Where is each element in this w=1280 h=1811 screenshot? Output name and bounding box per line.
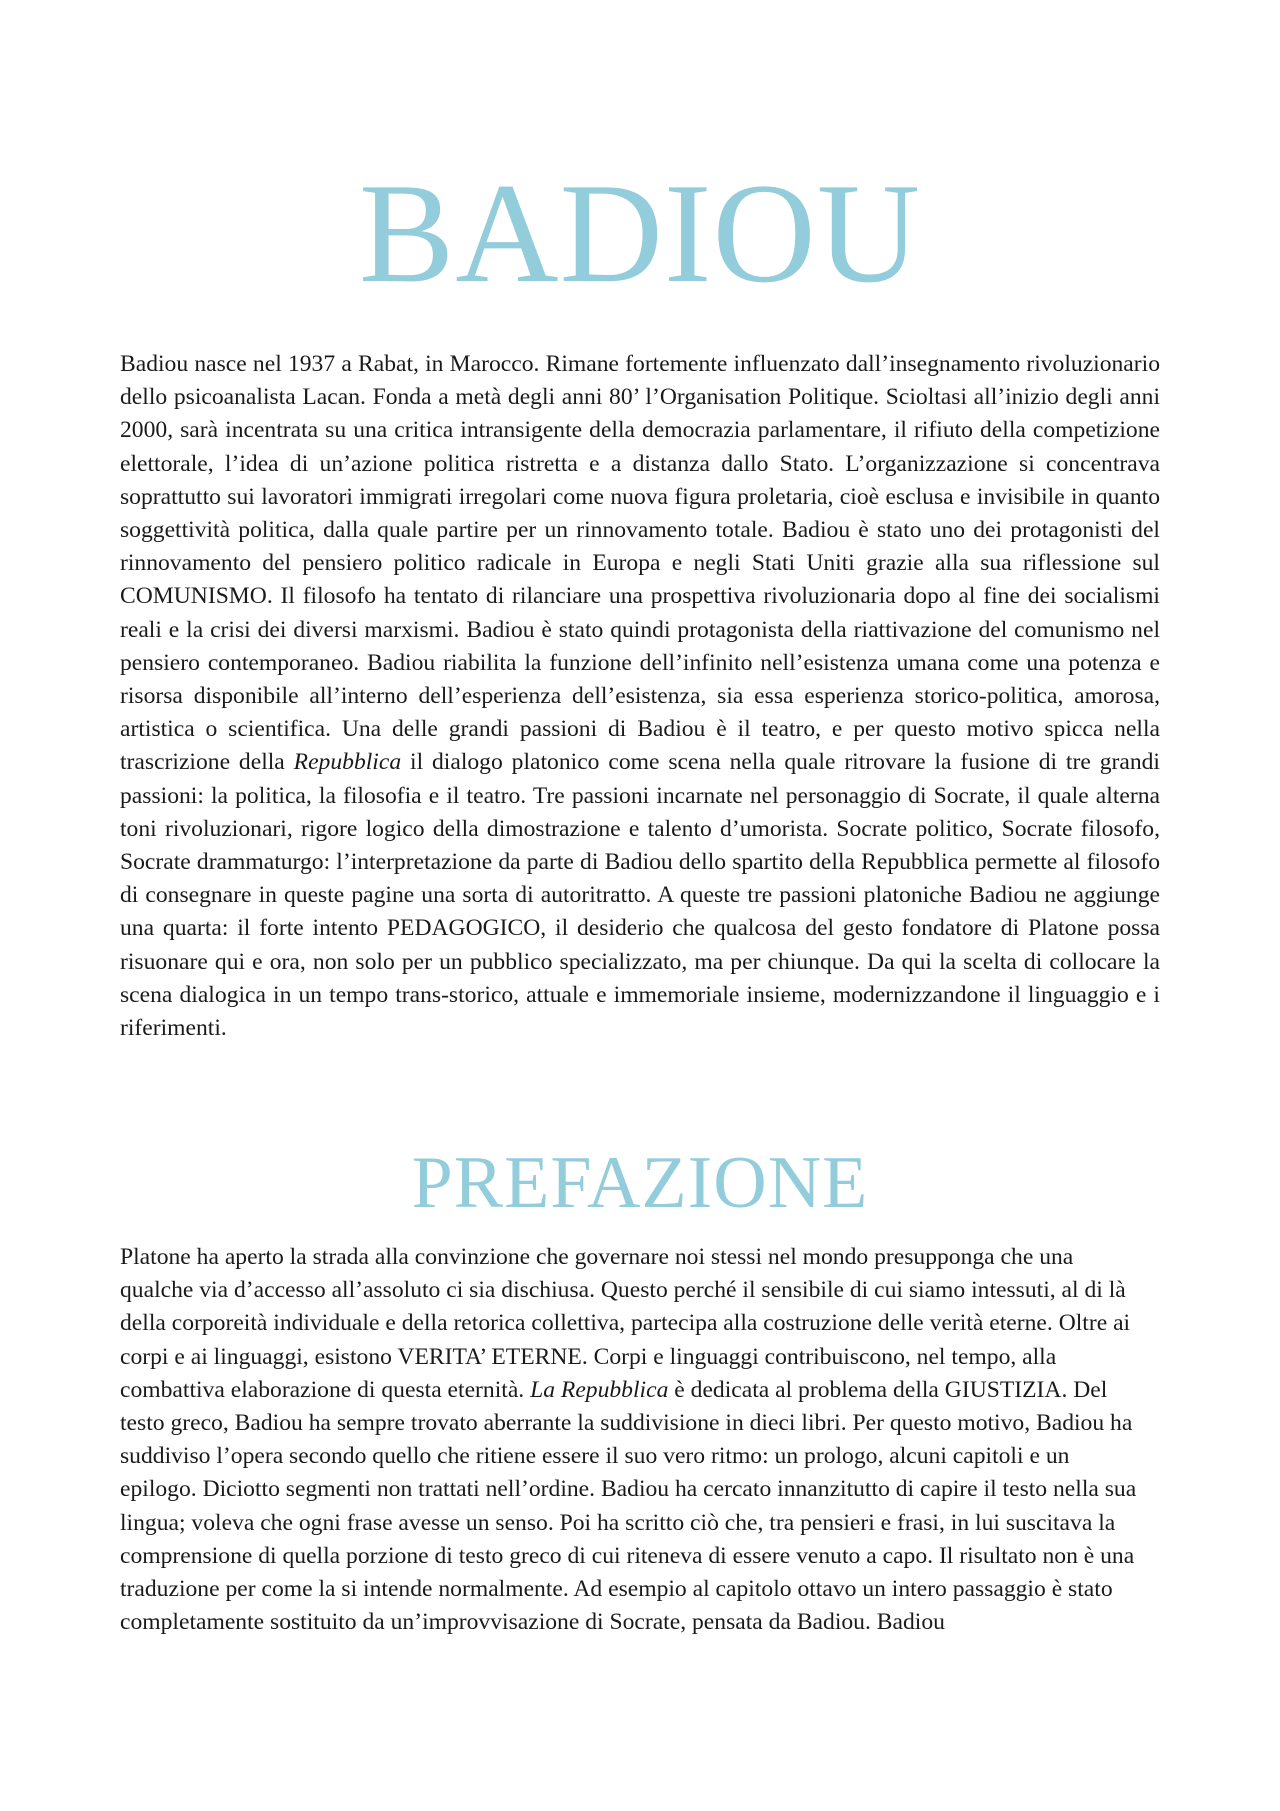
- paragraph-text: Badiou nasce nel 1937 a Rabat, in Marocco. Rimane fortemente influenzato dall’insegnamento rivoluzionario dello psicoanalista Lacan. Fonda a metà degli anni 80’ l’Organisation Politique. Scioltasi all’inizio degli anni 2000, sarà incentrata su una critica intransigente della democrazia parlamentare, il rifiuto della competizione elettorale, l’idea di un’azione politica ristretta e a distanza dallo Stato. L’organizzazione si concentrava soprattutto sui lavoratori immigrati irregolari come nuova figura proletaria, cioè esclusa e invisibile in quanto soggettività politica, dalla quale partire per un rinnovamento totale. Badiou è stato uno dei protagonisti del rinnovamento del pensiero politico radicale in Europa e negli Stati Uniti grazie alla sua riflessione sul COMUNISMO. Il filosofo ha tentato di rilanciare una prospettiva rivoluzionaria dopo al fine dei socialismi reali e la crisi dei diversi marxismi. Badiou è stato quindi protagonista della riattivazione del comunismo nel pensiero contemporaneo. Badiou riabilita la funzione dell’infinito nell’esistenza umana come una potenza e risorsa disponibile all’interno dell’esperienza dell’esistenza, sia essa esperienza storico-politica, amorosa, artistica o scientifica. Una delle grandi passioni di Badiou è il teatro, e per questo motivo spicca nella trascrizione della: [120, 351, 1160, 776]
- biography-paragraph: [120, 348, 1160, 1045]
- italic-work-title: La Repubblica: [530, 1376, 669, 1403]
- paragraph-text: è dedicata al problema della GIUSTIZIA. Del testo greco, Badiou ha sempre trovato aberrante la suddivisione in dieci libri. Per questo motivo, Badiou ha suddiviso l’opera secondo quello che ritiene essere il suo vero ritmo: un prologo, alcuni capitoli e un epilogo. Diciotto segmenti non trattati nell’ordine. Badiou ha cercato innanzitutto di capire il testo nella sua lingua; voleva che ogni frase avesse un senso. Poi ha scritto ciò che, tra pensieri e frasi, in lui suscitava la comprensione di quella porzione di testo greco di cui riteneva di essere venuto a capo. Il risultato non è una traduzione per come la si intende normalmente. Ad esempio al capitolo ottavo un intero passaggio è stato completamente sostituito da un’improvvisazione di Socrate, pensata da Badiou. Badiou: [120, 1376, 1137, 1636]
- section-heading: PREFAZIONE: [411, 1142, 869, 1224]
- paragraph-text: Platone ha aperto la strada alla convinzione che governare noi stessi nel mondo presupponga che una qualche via d’accesso all’assoluto ci sia dischiusa. Questo perché il sensibile di cui siamo intessuti, al di là della corporeità individuale e della retorica collettiva, partecipa alla costruzione delle verità eterne. Oltre ai corpi e ai linguaggi, esistono VERITA’ ETERNE. Corpi e linguaggi contribuiscono, nel tempo, alla combattiva elaborazione di questa eternità.: [120, 1244, 1131, 1403]
- paragraph-text: il dialogo platonico come scena nella quale ritrovare la fusione di tre grandi passioni: la politica, la filosofia e il teatro. Tre passioni incarnate nel personaggio di Socrate, il quale alterna toni rivoluzionari, rigore logico della dimostrazione e talento d’umorista. Socrate politico, Socrate filosofo, Socrate drammaturgo: l’interpretazione da parte di Badiou dello spartito della Repubblica permette al filosofo di consegnare in queste pagine una sorta di autoritratto. A queste tre passioni platoniche Badiou ne aggiunge una quarta: il forte intento PEDAGOGICO, il desiderio che qualcosa del gesto fondatore di Platone possa risuonare qui e ora, non solo per un pubblico specializzato, ma per chiunque. Da qui la scelta di collocare la scena dialogica in un tempo trans-storico, attuale e immemoriale insieme, modernizzandone il linguaggio e i riferimenti.: [120, 749, 1160, 1042]
- italic-work-title: Repubblica: [293, 749, 402, 776]
- preface-paragraph: [120, 1241, 1140, 1639]
- document-title: BADIOU: [358, 154, 922, 312]
